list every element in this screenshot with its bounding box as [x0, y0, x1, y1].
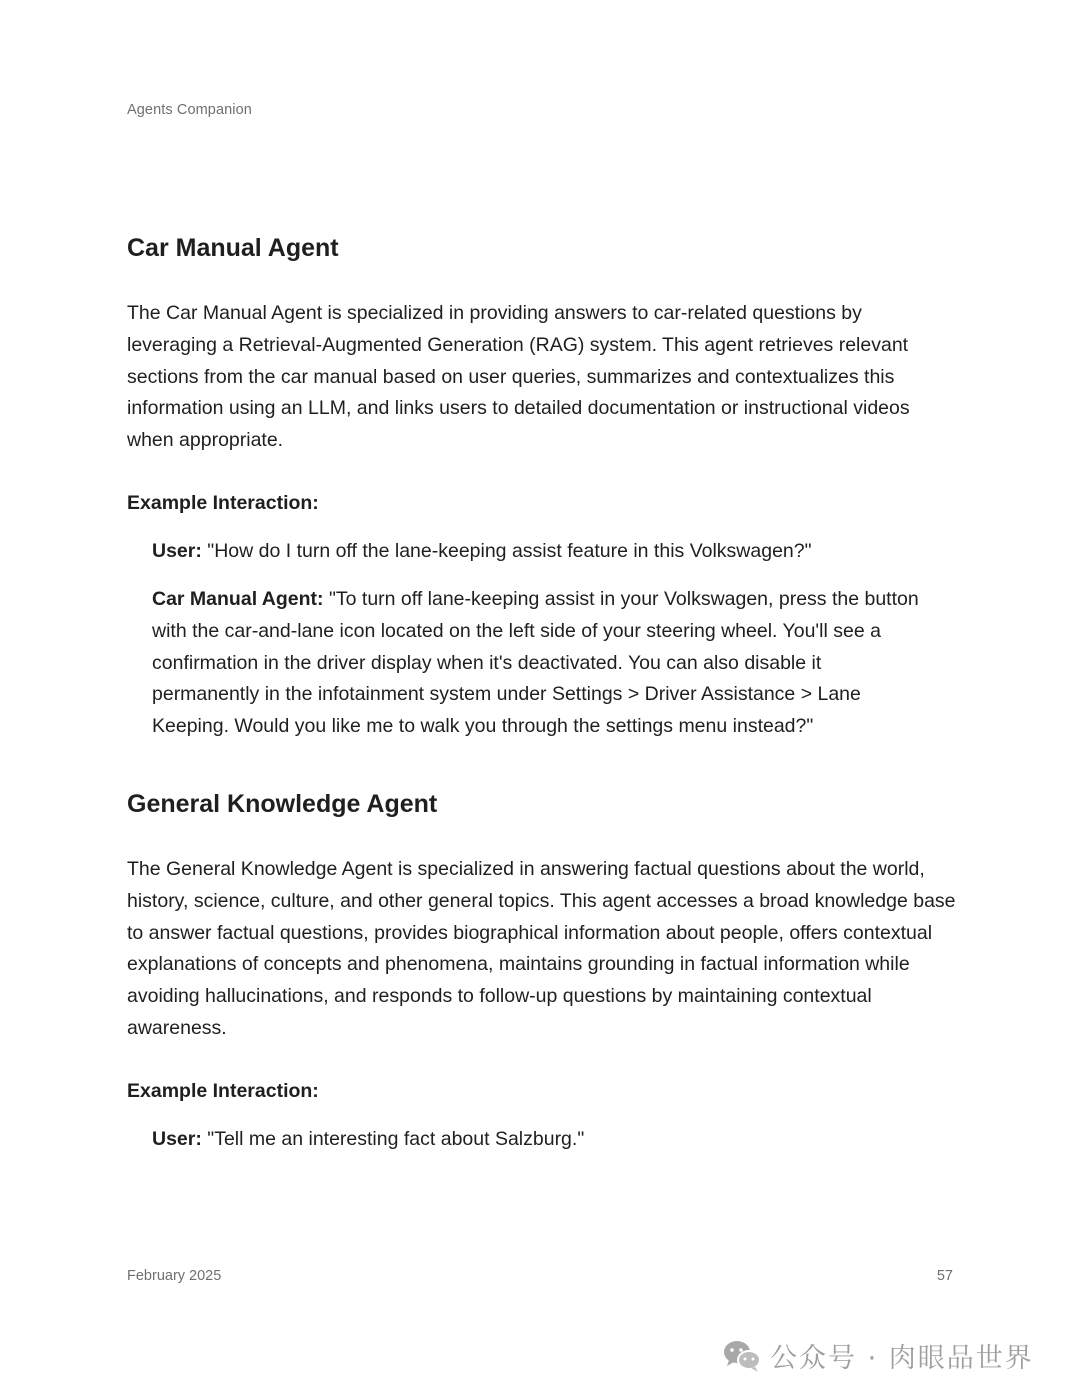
section-description-general-knowledge-agent: The General Knowledge Agent is specialized in answering factual questions about the world, history, science, culture, and other general topics. This agent accesses a broad knowledge base to answer factual questions, provides biographical information about people, offers contextual explanations of concepts and phenomena, maintains grounding in factual information while avoiding hallucinations, and responds to follow-up questions by maintaining contextual awareness. — [127, 858, 956, 1039]
page-number: 57 — [936, 1268, 953, 1284]
turn-text: "Tell me an interesting fact about Salzburg." — [201, 1128, 585, 1150]
example-turn-agent — [152, 584, 932, 743]
section-description-car-manual-agent: The Car Manual Agent is specialized in providing answers to car-related questions by leveraging a Retrieval-Augmented Generation (RAG) system. This agent retrieves relevant sections from the car manual based on user queries, summarizes and contextualizes this information using an LLM, and links users to detailed documentation or instructional videos when appropriate. — [127, 302, 910, 452]
section-heading-general-knowledge-agent: General Knowledge Agent — [127, 790, 438, 818]
watermark — [722, 1336, 1034, 1375]
turn-text: "To turn off lane-keeping assist in your Volkswagen, press the button with the car-and-lane icon located on the left side of your steering wheel. You'll see a confirmation in the driver display when it's deactivated. You can also disable it permanently in the infotainment system under Settings > Driver Assistance > Lane Keeping. Would you like me to walk you through the settings menu instead?" — [152, 588, 919, 738]
example-interaction-label: Example Interaction: — [127, 1080, 319, 1102]
speaker-label: User: — [152, 540, 202, 562]
section-heading-car-manual-agent: Car Manual Agent — [127, 234, 339, 262]
document-header: Agents Companion — [127, 102, 252, 118]
turn-text: "How do I turn off the lane-keeping assist feature in this Volkswagen?" — [201, 540, 812, 562]
example-turn-user — [152, 536, 932, 568]
footer-date: February 2025 — [127, 1268, 222, 1284]
example-turn-user — [152, 1124, 932, 1156]
speaker-label: Car Manual Agent: — [152, 588, 324, 610]
example-interaction-label: Example Interaction: — [127, 492, 319, 514]
watermark-text: 公众号 · 肉眼品世界 — [770, 1343, 1034, 1374]
speaker-label: User: — [152, 1128, 202, 1150]
wechat-icon — [722, 1338, 762, 1374]
